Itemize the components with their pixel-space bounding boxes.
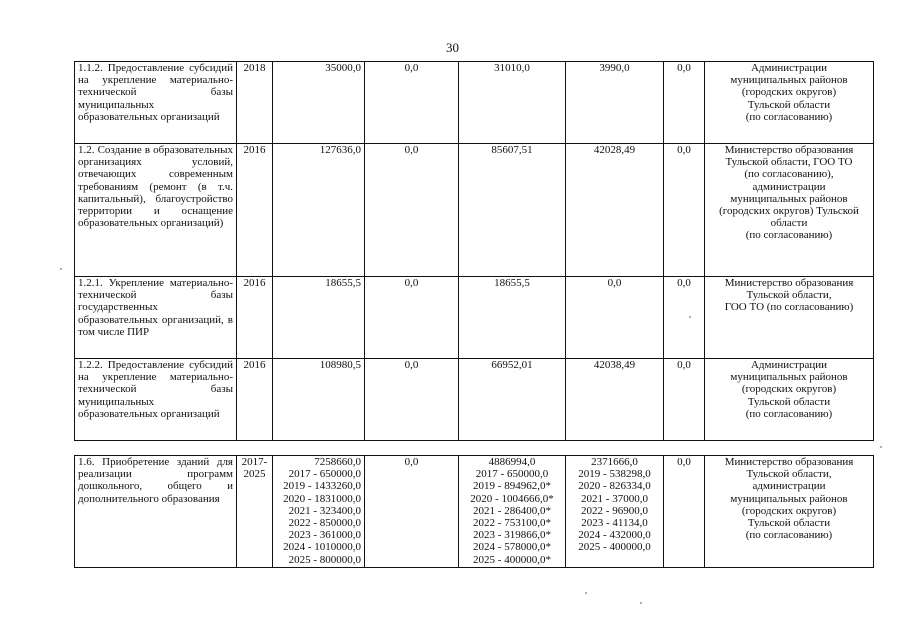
local-cell: 0,0	[566, 277, 664, 359]
local-cell: 2371666,0 2019 - 538298,0 2020 - 826334,0 2021 - 37000,0 2022 - 96900,0 2023 - 41134,0 2024 - 432000,0 2025 - 400000,0	[566, 456, 664, 568]
year-cell: 2016	[237, 144, 273, 277]
other-cell: 0,0	[664, 277, 705, 359]
measure-name: 1.6. Приобретение зданий для реализации программ дошкольного, общего и дополнительного образования	[75, 456, 237, 568]
local-cell: 42028,49	[566, 144, 664, 277]
building-acquisition-table	[74, 455, 874, 568]
federal-cell: 0,0	[365, 277, 459, 359]
local-cell: 42038,49	[566, 359, 664, 441]
regional-cell: 4886994,0 2017 - 650000,0 2019 - 894962,0* 2020 - 1004666,0* 2021 - 286400,0* 2022 - 753100,0* 2023 - 319866,0* 2024 - 578000,0* 2025 - 400000,0*	[459, 456, 566, 568]
measures-table	[74, 61, 874, 441]
regional-cell: 85607,51	[459, 144, 566, 277]
other-cell: 0,0	[664, 359, 705, 441]
page-number: 30	[446, 40, 459, 55]
federal-cell: 0,0	[365, 62, 459, 144]
table-row	[75, 277, 874, 359]
executor-cell: Администрации муниципальных районов (городских округов) Тульской области (по согласованию)	[705, 62, 874, 144]
total-cell: 7258660,0 2017 - 650000,0 2019 - 1433260,0 2020 - 1831000,0 2021 - 323400,0 2022 - 850000,0 2023 - 361000,0 2024 - 1010000,0 2025 - 800000,0	[273, 456, 365, 568]
executor-cell: Министерство образования Тульской области, ГОО ТО (по согласованию), администрации муниципальных районов (городских округов) Тульской области (по согласованию)	[705, 144, 874, 277]
table-row	[75, 359, 874, 441]
measure-name: 1.2.1. Укрепление материально-технической базы государственных образовательных организаций, в том числе ПИР	[75, 277, 237, 359]
scan-speck	[60, 268, 62, 270]
table-row	[75, 144, 874, 277]
measure-name: 1.2.2. Предоставление субсидий на укрепление материально-технической базы муниципальных образовательных организаций	[75, 359, 237, 441]
scan-speck	[585, 592, 587, 594]
year-cell: 2018	[237, 62, 273, 144]
federal-cell: 0,0	[365, 359, 459, 441]
year-cell: 2016	[237, 277, 273, 359]
local-cell: 3990,0	[566, 62, 664, 144]
year-cell: 2016	[237, 359, 273, 441]
other-cell: 0,0	[664, 62, 705, 144]
table-row	[75, 62, 874, 144]
executor-cell: Министерство образования Тульской области, администрации муниципальных районов (городских округов) Тульской области (по согласованию)	[705, 456, 874, 568]
total-cell: 127636,0	[273, 144, 365, 277]
regional-cell: 31010,0	[459, 62, 566, 144]
measure-name: 1.2. Создание в образовательных организациях условий, отвечающих современным требованиям (ремонт (в т.ч. капитальный), благоустройство территории и оснащение образовательных организаций)	[75, 144, 237, 277]
federal-cell: 0,0	[365, 144, 459, 277]
total-cell: 35000,0	[273, 62, 365, 144]
executor-cell: Министерство образования Тульской области, ГОО ТО (по согласованию)	[705, 277, 874, 359]
regional-cell: 66952,01	[459, 359, 566, 441]
scan-speck	[640, 602, 642, 604]
measure-name: 1.1.2. Предоставление субсидий на укрепление материально-технической базы муниципальных образовательных организаций	[75, 62, 237, 144]
regional-cell: 18655,5	[459, 277, 566, 359]
total-cell: 18655,5	[273, 277, 365, 359]
year-cell: 2017- 2025	[237, 456, 273, 568]
scan-speck	[880, 446, 882, 448]
scan-speck	[689, 316, 691, 318]
executor-cell: Администрации муниципальных районов (городских округов) Тульской области (по согласованию)	[705, 359, 874, 441]
other-cell: 0,0	[664, 456, 705, 568]
other-cell: 0,0	[664, 144, 705, 277]
federal-cell: 0,0	[365, 456, 459, 568]
table-row	[75, 456, 874, 568]
total-cell: 108980,5	[273, 359, 365, 441]
